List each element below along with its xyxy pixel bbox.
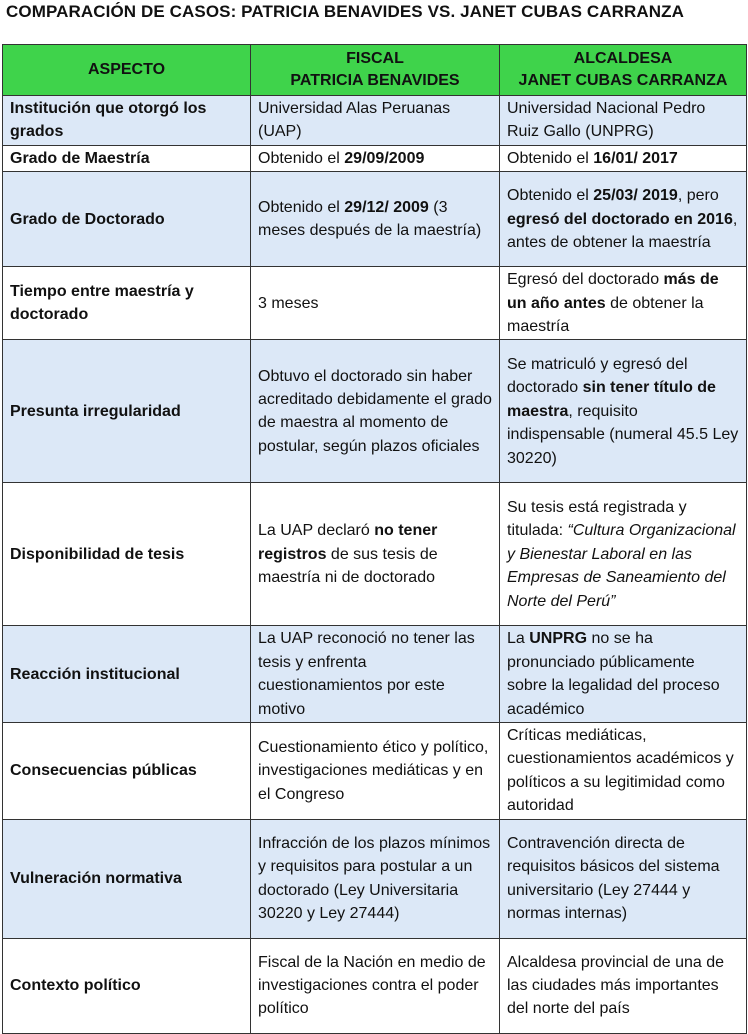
alcaldesa-cell xyxy=(500,938,747,1033)
fiscal-cell xyxy=(251,819,500,938)
fiscal-text-segment: La UAP reconoció no tener las tesis y enfrenta cuestionamientos por este motivo xyxy=(258,630,475,718)
alcaldesa-text-segment: La xyxy=(507,630,530,648)
fiscal-text-segment: 29/09/2009 xyxy=(344,149,425,167)
aspect-cell: Consecuencias públicas xyxy=(3,723,251,820)
header-fiscal-name: PATRICIA BENAVIDES xyxy=(290,72,460,89)
alcaldesa-text-segment: sin tener título de maestra xyxy=(507,379,716,420)
alcaldesa-cell xyxy=(500,819,747,938)
header-fiscal xyxy=(251,45,500,96)
fiscal-cell xyxy=(251,145,500,171)
fiscal-text-segment: no tener registros xyxy=(258,522,438,563)
table-row xyxy=(3,267,747,340)
alcaldesa-cell xyxy=(500,267,747,340)
table-row xyxy=(3,145,747,171)
alcaldesa-text-segment: , requisito indispensable (numeral 45.5 Ley 30220) xyxy=(507,402,739,467)
table-row xyxy=(3,723,747,820)
alcaldesa-text-segment: , pero xyxy=(677,187,719,205)
fiscal-text-segment: La UAP declaró xyxy=(258,522,375,540)
fiscal-text-segment: Obtenido el xyxy=(258,198,345,216)
alcaldesa-cell xyxy=(500,96,747,146)
fiscal-cell xyxy=(251,96,500,146)
alcaldesa-text-segment: Su tesis está registrada y titulada: xyxy=(507,498,687,540)
aspect-cell: Tiempo entre maestría y doctorado xyxy=(3,267,251,340)
aspect-cell: Vulneración normativa xyxy=(3,819,251,938)
fiscal-text-segment: (3 meses después de la maestría) xyxy=(258,198,482,240)
page-title: COMPARACIÓN DE CASOS: PATRICIA BENAVIDES VS. JANET CUBAS CARRANZA xyxy=(6,2,685,21)
alcaldesa-cell xyxy=(500,483,747,626)
fiscal-cell xyxy=(251,723,500,820)
alcaldesa-text-segment: Egresó del doctorado xyxy=(507,271,664,289)
alcaldesa-text-segment: Obtenido el xyxy=(507,187,594,205)
fiscal-cell xyxy=(251,626,500,723)
alcaldesa-text-segment: no se ha pronunciado públicamente sobre la legalidad del proceso académico xyxy=(507,630,720,718)
alcaldesa-cell xyxy=(500,723,747,820)
alcaldesa-text-segment: Contravención directa de requisitos básicos del sistema universitario (Ley 27444 y normas internas) xyxy=(507,834,720,923)
alcaldesa-text-segment: Alcaldesa provincial de una de las ciudades más importantes del norte del país xyxy=(507,953,725,1018)
aspect-cell: Institución que otorgó los grados xyxy=(3,96,251,146)
fiscal-text-segment: Infracción de los plazos mínimos y requisitos para postular a un doctorado (Ley Universitaria 30220 y Ley 27444) xyxy=(258,834,491,923)
comparison-table xyxy=(2,44,747,1034)
fiscal-text-segment: Obtenido el xyxy=(258,149,345,167)
alcaldesa-text-segment: Críticas mediáticas, cuestionamientos académicos y políticos a su legitimidad como autoridad xyxy=(507,727,734,815)
aspect-cell: Grado de Maestría xyxy=(3,145,251,171)
alcaldesa-text-segment: egresó del doctorado en 2016 xyxy=(507,210,733,228)
aspect-cell: Reacción institucional xyxy=(3,626,251,723)
header-alcaldesa-name: JANET CUBAS CARRANZA xyxy=(518,72,728,89)
table-row xyxy=(3,172,747,267)
alcaldesa-text-segment: 16/01/ 2017 xyxy=(593,149,678,167)
alcaldesa-text-segment: “Cultura Organizacional y Bienestar Laboral en las Empresas de Saneamiento del Norte del Perú” xyxy=(507,522,736,610)
table-row xyxy=(3,96,747,146)
alcaldesa-text-segment: UNPRG xyxy=(529,630,588,648)
table-row xyxy=(3,626,747,723)
fiscal-text-segment: 29/12/ 2009 xyxy=(344,198,429,216)
fiscal-text-segment: Universidad Alas Peruanas (UAP) xyxy=(258,100,451,141)
alcaldesa-text-segment: Universidad Nacional Pedro Ruiz Gallo (UNPRG) xyxy=(507,100,706,141)
alcaldesa-text-segment: Se matriculó y egresó del doctorado xyxy=(507,355,688,397)
fiscal-cell xyxy=(251,172,500,267)
alcaldesa-cell xyxy=(500,145,747,171)
fiscal-cell xyxy=(251,267,500,340)
header-row xyxy=(3,45,747,96)
aspect-cell: Contexto político xyxy=(3,938,251,1033)
fiscal-text-segment: Fiscal de la Nación en medio de investigaciones contra el poder político xyxy=(258,953,486,1018)
table-row xyxy=(3,819,747,938)
alcaldesa-text-segment: , antes de obtener la maestría xyxy=(507,210,738,251)
fiscal-cell xyxy=(251,340,500,483)
fiscal-cell xyxy=(251,483,500,626)
fiscal-text-segment: Obtuvo el doctorado sin haber acreditado debidamente el grado de maestra al momento de postular, según plazos oficiales xyxy=(258,367,492,455)
fiscal-text-segment: 3 meses xyxy=(258,294,319,312)
header-aspecto: ASPECTO xyxy=(3,45,251,96)
alcaldesa-cell xyxy=(500,172,747,267)
alcaldesa-text-segment: más de un año antes xyxy=(507,271,719,312)
alcaldesa-cell xyxy=(500,340,747,483)
table-row xyxy=(3,340,747,483)
aspect-cell: Presunta irregularidad xyxy=(3,340,251,483)
alcaldesa-text-segment: Obtenido el xyxy=(507,149,594,167)
aspect-cell: Disponibilidad de tesis xyxy=(3,483,251,626)
table-row xyxy=(3,938,747,1033)
alcaldesa-cell xyxy=(500,626,747,723)
fiscal-text-segment: de sus tesis de maestría ni de doctorado xyxy=(258,545,438,587)
fiscal-text-segment: Cuestionamiento ético y político, investigaciones mediáticas y en el Congreso xyxy=(258,738,489,803)
header-alcaldesa-role: ALCALDESA xyxy=(573,50,673,67)
alcaldesa-text-segment: 25/03/ 2019 xyxy=(593,187,678,205)
fiscal-cell xyxy=(251,938,500,1033)
header-fiscal-role: FISCAL xyxy=(346,50,404,67)
table-body xyxy=(3,96,747,1034)
header-alcaldesa xyxy=(500,45,747,96)
table-row xyxy=(3,483,747,626)
alcaldesa-text-segment: de obtener la maestría xyxy=(507,294,704,336)
aspect-cell: Grado de Doctorado xyxy=(3,172,251,267)
